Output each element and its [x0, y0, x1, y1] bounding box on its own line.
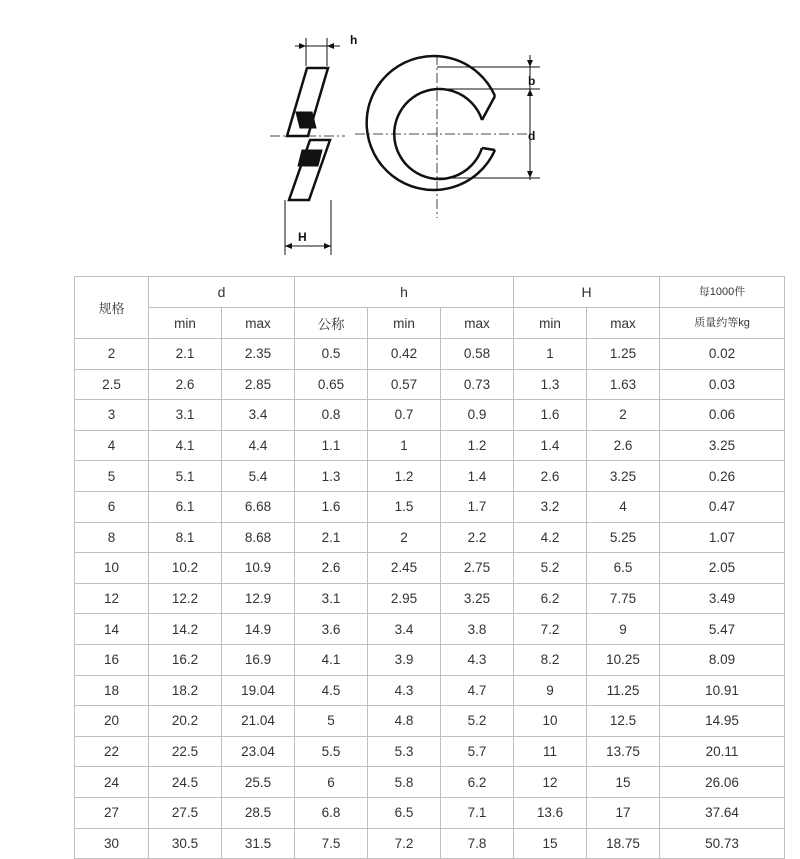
table-cell: 7.2 [368, 828, 441, 859]
table-cell: 4.7 [441, 675, 514, 706]
col-d-min: min [149, 308, 222, 339]
table-cell: 14.2 [149, 614, 222, 645]
table-cell: 1.6 [295, 491, 368, 522]
table-cell: 1.4 [514, 430, 587, 461]
table-cell: 22.5 [149, 736, 222, 767]
table-cell: 12 [75, 583, 149, 614]
table-cell: 5.2 [514, 553, 587, 584]
table-cell: 0.7 [368, 400, 441, 431]
table-cell: 0.02 [660, 339, 785, 370]
table-cell: 3.2 [514, 491, 587, 522]
table-cell: 2.5 [75, 369, 149, 400]
table-cell: 1.3 [295, 461, 368, 492]
table-cell: 1.25 [587, 339, 660, 370]
table-cell: 5.5 [295, 736, 368, 767]
table-cell: 18.75 [587, 828, 660, 859]
table-cell: 0.42 [368, 339, 441, 370]
table-cell: 1.5 [368, 491, 441, 522]
header-row-1 [75, 277, 785, 308]
table-cell: 4.4 [222, 430, 295, 461]
table-cell: 20.2 [149, 706, 222, 737]
table-cell: 5.1 [149, 461, 222, 492]
table-cell: 23.04 [222, 736, 295, 767]
table-cell: 19.04 [222, 675, 295, 706]
table-cell: 10.9 [222, 553, 295, 584]
table-cell: 27 [75, 797, 149, 828]
table-cell: 8 [75, 522, 149, 553]
col-H-header: H [514, 277, 660, 308]
table-cell: 8.2 [514, 644, 587, 675]
side-view [270, 38, 345, 255]
table-cell: 9 [514, 675, 587, 706]
table-cell: 7.75 [587, 583, 660, 614]
table-cell: 2.35 [222, 339, 295, 370]
table-cell: 11 [514, 736, 587, 767]
table-cell: 16 [75, 644, 149, 675]
table-cell: 0.57 [368, 369, 441, 400]
table-cell: 13.6 [514, 797, 587, 828]
table-cell: 4.8 [368, 706, 441, 737]
table-row [75, 706, 785, 737]
table-row [75, 583, 785, 614]
table-row [75, 553, 785, 584]
table-row [75, 767, 785, 798]
table-cell: 3.8 [441, 614, 514, 645]
table-cell: 13.75 [587, 736, 660, 767]
table-cell: 14 [75, 614, 149, 645]
col-mass-header-line2: 质量约等kg [660, 308, 785, 339]
table-cell: 15 [587, 767, 660, 798]
table-cell: 2.6 [295, 553, 368, 584]
table-cell: 1.4 [441, 461, 514, 492]
table-cell: 2 [75, 339, 149, 370]
table-cell: 6.5 [368, 797, 441, 828]
label-h: h [350, 33, 358, 47]
table-cell: 1.1 [295, 430, 368, 461]
table-cell: 4 [587, 491, 660, 522]
table-cell: 8.68 [222, 522, 295, 553]
table-cell: 0.9 [441, 400, 514, 431]
table-cell: 20.11 [660, 736, 785, 767]
table-cell: 6 [75, 491, 149, 522]
col-h-min: min [368, 308, 441, 339]
table-cell: 8.09 [660, 644, 785, 675]
table-cell: 30 [75, 828, 149, 859]
table-cell: 4 [75, 430, 149, 461]
table-cell: 30.5 [149, 828, 222, 859]
table-cell: 2 [587, 400, 660, 431]
table-cell: 4.3 [441, 644, 514, 675]
table-cell: 22 [75, 736, 149, 767]
table-cell: 3.4 [368, 614, 441, 645]
table-cell: 6.8 [295, 797, 368, 828]
table-cell: 2.6 [587, 430, 660, 461]
table-cell: 2.75 [441, 553, 514, 584]
table-cell: 1.2 [441, 430, 514, 461]
table-cell: 14.95 [660, 706, 785, 737]
table-cell: 4.1 [149, 430, 222, 461]
label-b: b [528, 74, 536, 88]
table-cell: 5.7 [441, 736, 514, 767]
spec-table-body [75, 339, 785, 859]
table-cell: 5.25 [587, 522, 660, 553]
table-row [75, 797, 785, 828]
table-cell: 3.4 [222, 400, 295, 431]
table-cell: 1.7 [441, 491, 514, 522]
table-row [75, 675, 785, 706]
table-cell: 2.85 [222, 369, 295, 400]
front-view [355, 55, 540, 218]
table-cell: 4.3 [368, 675, 441, 706]
table-cell: 2.1 [295, 522, 368, 553]
col-h-header: h [295, 277, 514, 308]
table-cell: 12 [514, 767, 587, 798]
table-row [75, 339, 785, 370]
table-cell: 0.06 [660, 400, 785, 431]
table-cell: 7.8 [441, 828, 514, 859]
col-mass-header-line1: 每1000件 [660, 277, 785, 308]
col-H-min: min [514, 308, 587, 339]
table-cell: 0.03 [660, 369, 785, 400]
table-cell: 10.91 [660, 675, 785, 706]
table-cell: 3 [75, 400, 149, 431]
table-cell: 24 [75, 767, 149, 798]
col-H-max: max [587, 308, 660, 339]
table-cell: 0.47 [660, 491, 785, 522]
table-cell: 25.5 [222, 767, 295, 798]
table-cell: 12.2 [149, 583, 222, 614]
table-row [75, 369, 785, 400]
table-cell: 0.65 [295, 369, 368, 400]
table-row [75, 736, 785, 767]
table-cell: 18.2 [149, 675, 222, 706]
table-cell: 31.5 [222, 828, 295, 859]
table-cell: 1.2 [368, 461, 441, 492]
table-cell: 5.3 [368, 736, 441, 767]
table-cell: 0.8 [295, 400, 368, 431]
table-cell: 12.9 [222, 583, 295, 614]
table-row [75, 828, 785, 859]
spec-table [74, 276, 785, 859]
table-cell: 0.73 [441, 369, 514, 400]
table-cell: 28.5 [222, 797, 295, 828]
table-cell: 2.6 [149, 369, 222, 400]
table-cell: 2 [368, 522, 441, 553]
table-cell: 16.9 [222, 644, 295, 675]
label-d: d [528, 129, 536, 143]
header-row-2 [75, 308, 785, 339]
spring-washer-drawing [0, 0, 800, 270]
table-cell: 6.68 [222, 491, 295, 522]
table-cell: 0.5 [295, 339, 368, 370]
table-cell: 2.1 [149, 339, 222, 370]
table-cell: 6 [295, 767, 368, 798]
table-row [75, 644, 785, 675]
table-cell: 7.5 [295, 828, 368, 859]
table-cell: 1.3 [514, 369, 587, 400]
table-cell: 3.1 [149, 400, 222, 431]
table-cell: 26.06 [660, 767, 785, 798]
table-cell: 2.2 [441, 522, 514, 553]
table-cell: 3.49 [660, 583, 785, 614]
table-cell: 5.2 [441, 706, 514, 737]
table-cell: 3.9 [368, 644, 441, 675]
table-cell: 16.2 [149, 644, 222, 675]
table-cell: 5.47 [660, 614, 785, 645]
table-cell: 14.9 [222, 614, 295, 645]
table-row [75, 491, 785, 522]
table-cell: 0.58 [441, 339, 514, 370]
table-cell: 27.5 [149, 797, 222, 828]
table-cell: 5.8 [368, 767, 441, 798]
table-cell: 9 [587, 614, 660, 645]
table-cell: 21.04 [222, 706, 295, 737]
label-H: H [298, 230, 307, 244]
table-row [75, 430, 785, 461]
table-row [75, 522, 785, 553]
table-cell: 7.2 [514, 614, 587, 645]
table-cell: 1.07 [660, 522, 785, 553]
table-cell: 7.1 [441, 797, 514, 828]
table-cell: 50.73 [660, 828, 785, 859]
table-cell: 17 [587, 797, 660, 828]
table-cell: 15 [514, 828, 587, 859]
table-cell: 2.45 [368, 553, 441, 584]
table-cell: 10 [514, 706, 587, 737]
table-cell: 4.5 [295, 675, 368, 706]
table-cell: 3.25 [660, 430, 785, 461]
table-row [75, 461, 785, 492]
table-cell: 12.5 [587, 706, 660, 737]
table-cell: 18 [75, 675, 149, 706]
table-cell: 1.63 [587, 369, 660, 400]
table-cell: 24.5 [149, 767, 222, 798]
col-d-header: d [149, 277, 295, 308]
table-cell: 3.6 [295, 614, 368, 645]
table-cell: 5.4 [222, 461, 295, 492]
table-cell: 20 [75, 706, 149, 737]
col-d-max: max [222, 308, 295, 339]
table-cell: 6.2 [514, 583, 587, 614]
table-cell: 11.25 [587, 675, 660, 706]
table-cell: 10.25 [587, 644, 660, 675]
col-h-max: max [441, 308, 514, 339]
table-cell: 3.25 [441, 583, 514, 614]
table-cell: 1 [514, 339, 587, 370]
table-cell: 6.2 [441, 767, 514, 798]
table-cell: 4.2 [514, 522, 587, 553]
table-cell: 10.2 [149, 553, 222, 584]
table-cell: 1 [368, 430, 441, 461]
table-cell: 5 [295, 706, 368, 737]
table-cell: 5 [75, 461, 149, 492]
table-cell: 8.1 [149, 522, 222, 553]
col-h-nominal: 公称 [295, 308, 368, 339]
table-cell: 2.6 [514, 461, 587, 492]
table-cell: 2.05 [660, 553, 785, 584]
col-spec-header: 规格 [75, 277, 149, 339]
table-cell: 2.95 [368, 583, 441, 614]
table-cell: 1.6 [514, 400, 587, 431]
table-cell: 10 [75, 553, 149, 584]
table-row [75, 614, 785, 645]
table-row [75, 400, 785, 431]
table-cell: 37.64 [660, 797, 785, 828]
table-cell: 0.26 [660, 461, 785, 492]
table-cell: 4.1 [295, 644, 368, 675]
table-cell: 3.1 [295, 583, 368, 614]
table-cell: 6.5 [587, 553, 660, 584]
table-cell: 6.1 [149, 491, 222, 522]
table-cell: 3.25 [587, 461, 660, 492]
